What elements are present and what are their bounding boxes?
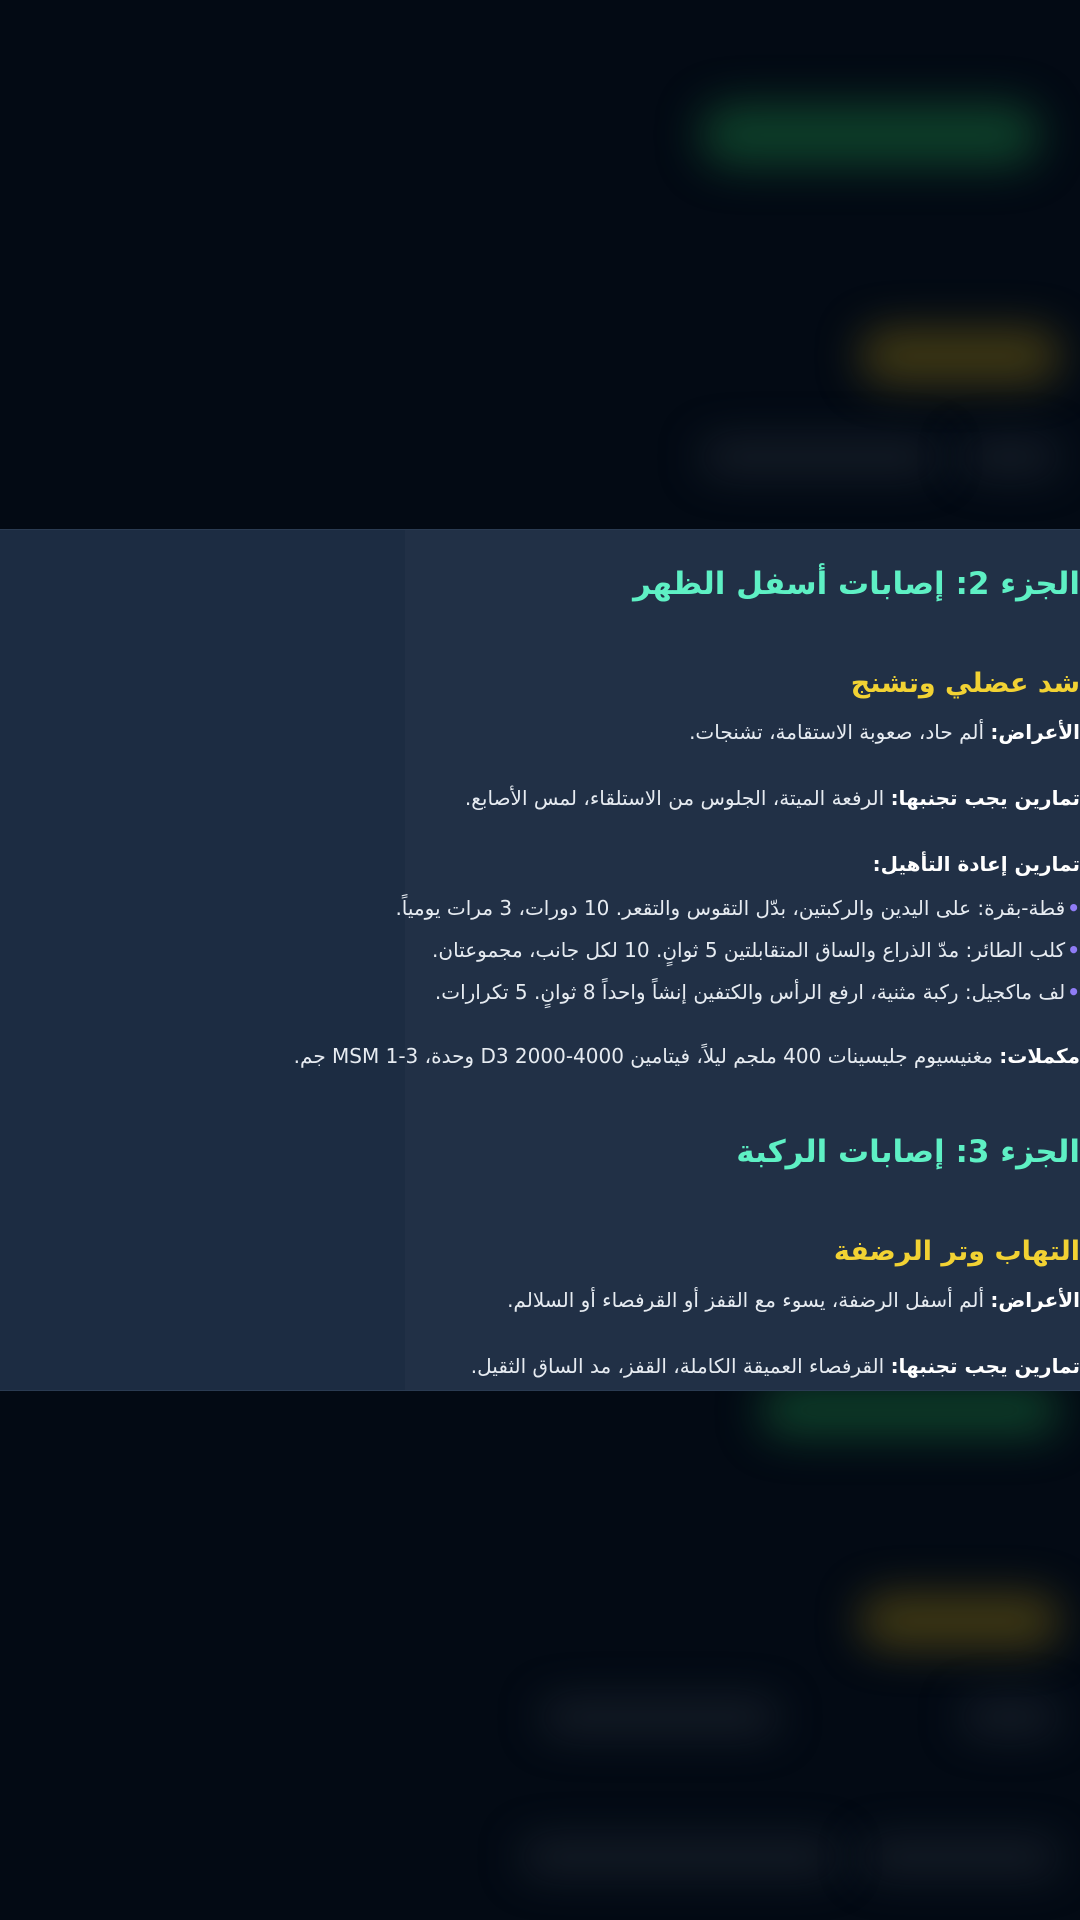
blurred-placeholder-gray-bottom-4	[860, 1840, 1060, 1874]
rehab-list-item	[432, 938, 1080, 962]
blurred-placeholder-yellow-bottom	[860, 1595, 1060, 1647]
symptoms-label: الأعراض:	[990, 720, 1080, 744]
part3-section-title: التهاب وتر الرضفة	[833, 1236, 1080, 1267]
bullet-icon: •	[1067, 896, 1080, 920]
supplements-label: مكملات:	[999, 1044, 1080, 1068]
part3-title: الجزء 3: إصابات الركبة	[736, 1134, 1080, 1170]
part2-section-title: شد عضلي وتشنج	[850, 668, 1080, 699]
avoid-text: القرفصاء العميقة الكاملة، القفز، مد الساق الثقيل.	[470, 1354, 891, 1378]
part3-avoid	[471, 1354, 1080, 1378]
symptoms-text: ألم أسفل الرضفة، يسوء مع القفز أو القرفصاء أو السلالم.	[507, 1288, 991, 1312]
blurred-placeholder-yellow-top	[860, 330, 1060, 382]
symptoms-text: ألم حاد، صعوبة الاستقامة، تشنجات.	[689, 720, 991, 744]
avoid-text: الرفعة الميتة، الجلوس من الاستلقاء، لمس الأصابع.	[464, 786, 891, 810]
blurred-placeholder-gray-bottom-1	[540, 1700, 780, 1734]
symptoms-label: الأعراض:	[990, 1288, 1080, 1312]
rehab-label: تمارين إعادة التأهيل:	[872, 852, 1080, 876]
part3-symptoms	[507, 1288, 1080, 1312]
avoid-label: تمارين يجب تجنبها:	[890, 786, 1080, 810]
content-panel	[0, 529, 1080, 1391]
blurred-placeholder-green-bottom	[760, 1385, 1060, 1435]
blurred-placeholder-green-top	[700, 105, 1040, 165]
rehab-list-item	[395, 896, 1080, 920]
avoid-label: تمارين يجب تجنبها:	[890, 1354, 1080, 1378]
supplements-text: مغنيسيوم جليسينات 400 ملجم ليلاً، فيتامين D3 2000-4000 وحدة، MSM 1-3 جم.	[293, 1044, 1000, 1068]
part2-title: الجزء 2: إصابات أسفل الظهر	[633, 566, 1080, 602]
blurred-placeholder-gray-bottom-3	[520, 1840, 840, 1874]
rehab-list-item	[435, 980, 1080, 1004]
rehab-item-text: لف ماكجيل: ركبة مثنية، ارفع الرأس والكتفين إنشاً واحداً 8 ثوانٍ. 5 تكرارات.	[434, 980, 1066, 1004]
bullet-icon: •	[1067, 938, 1080, 962]
part2-rehab-heading	[873, 852, 1080, 876]
part2-avoid	[465, 786, 1080, 810]
blurred-placeholder-gray-bottom-2	[960, 1700, 1060, 1734]
blurred-placeholder-gray-top-1	[700, 440, 940, 474]
rehab-item-text: كلب الطائر: مدّ الذراع والساق المتقابلتين 5 ثوانٍ. 10 لكل جانب، مجموعتان.	[432, 938, 1066, 962]
part2-supplements	[294, 1044, 1080, 1068]
rehab-item-text: قطة-بقرة: على اليدين والركبتين، بدّل التقوس والتقعر. 10 دورات، 3 مرات يومياً.	[395, 896, 1066, 920]
part2-symptoms	[689, 720, 1080, 744]
blurred-placeholder-gray-top-2	[960, 440, 1060, 474]
bullet-icon: •	[1067, 980, 1080, 1004]
